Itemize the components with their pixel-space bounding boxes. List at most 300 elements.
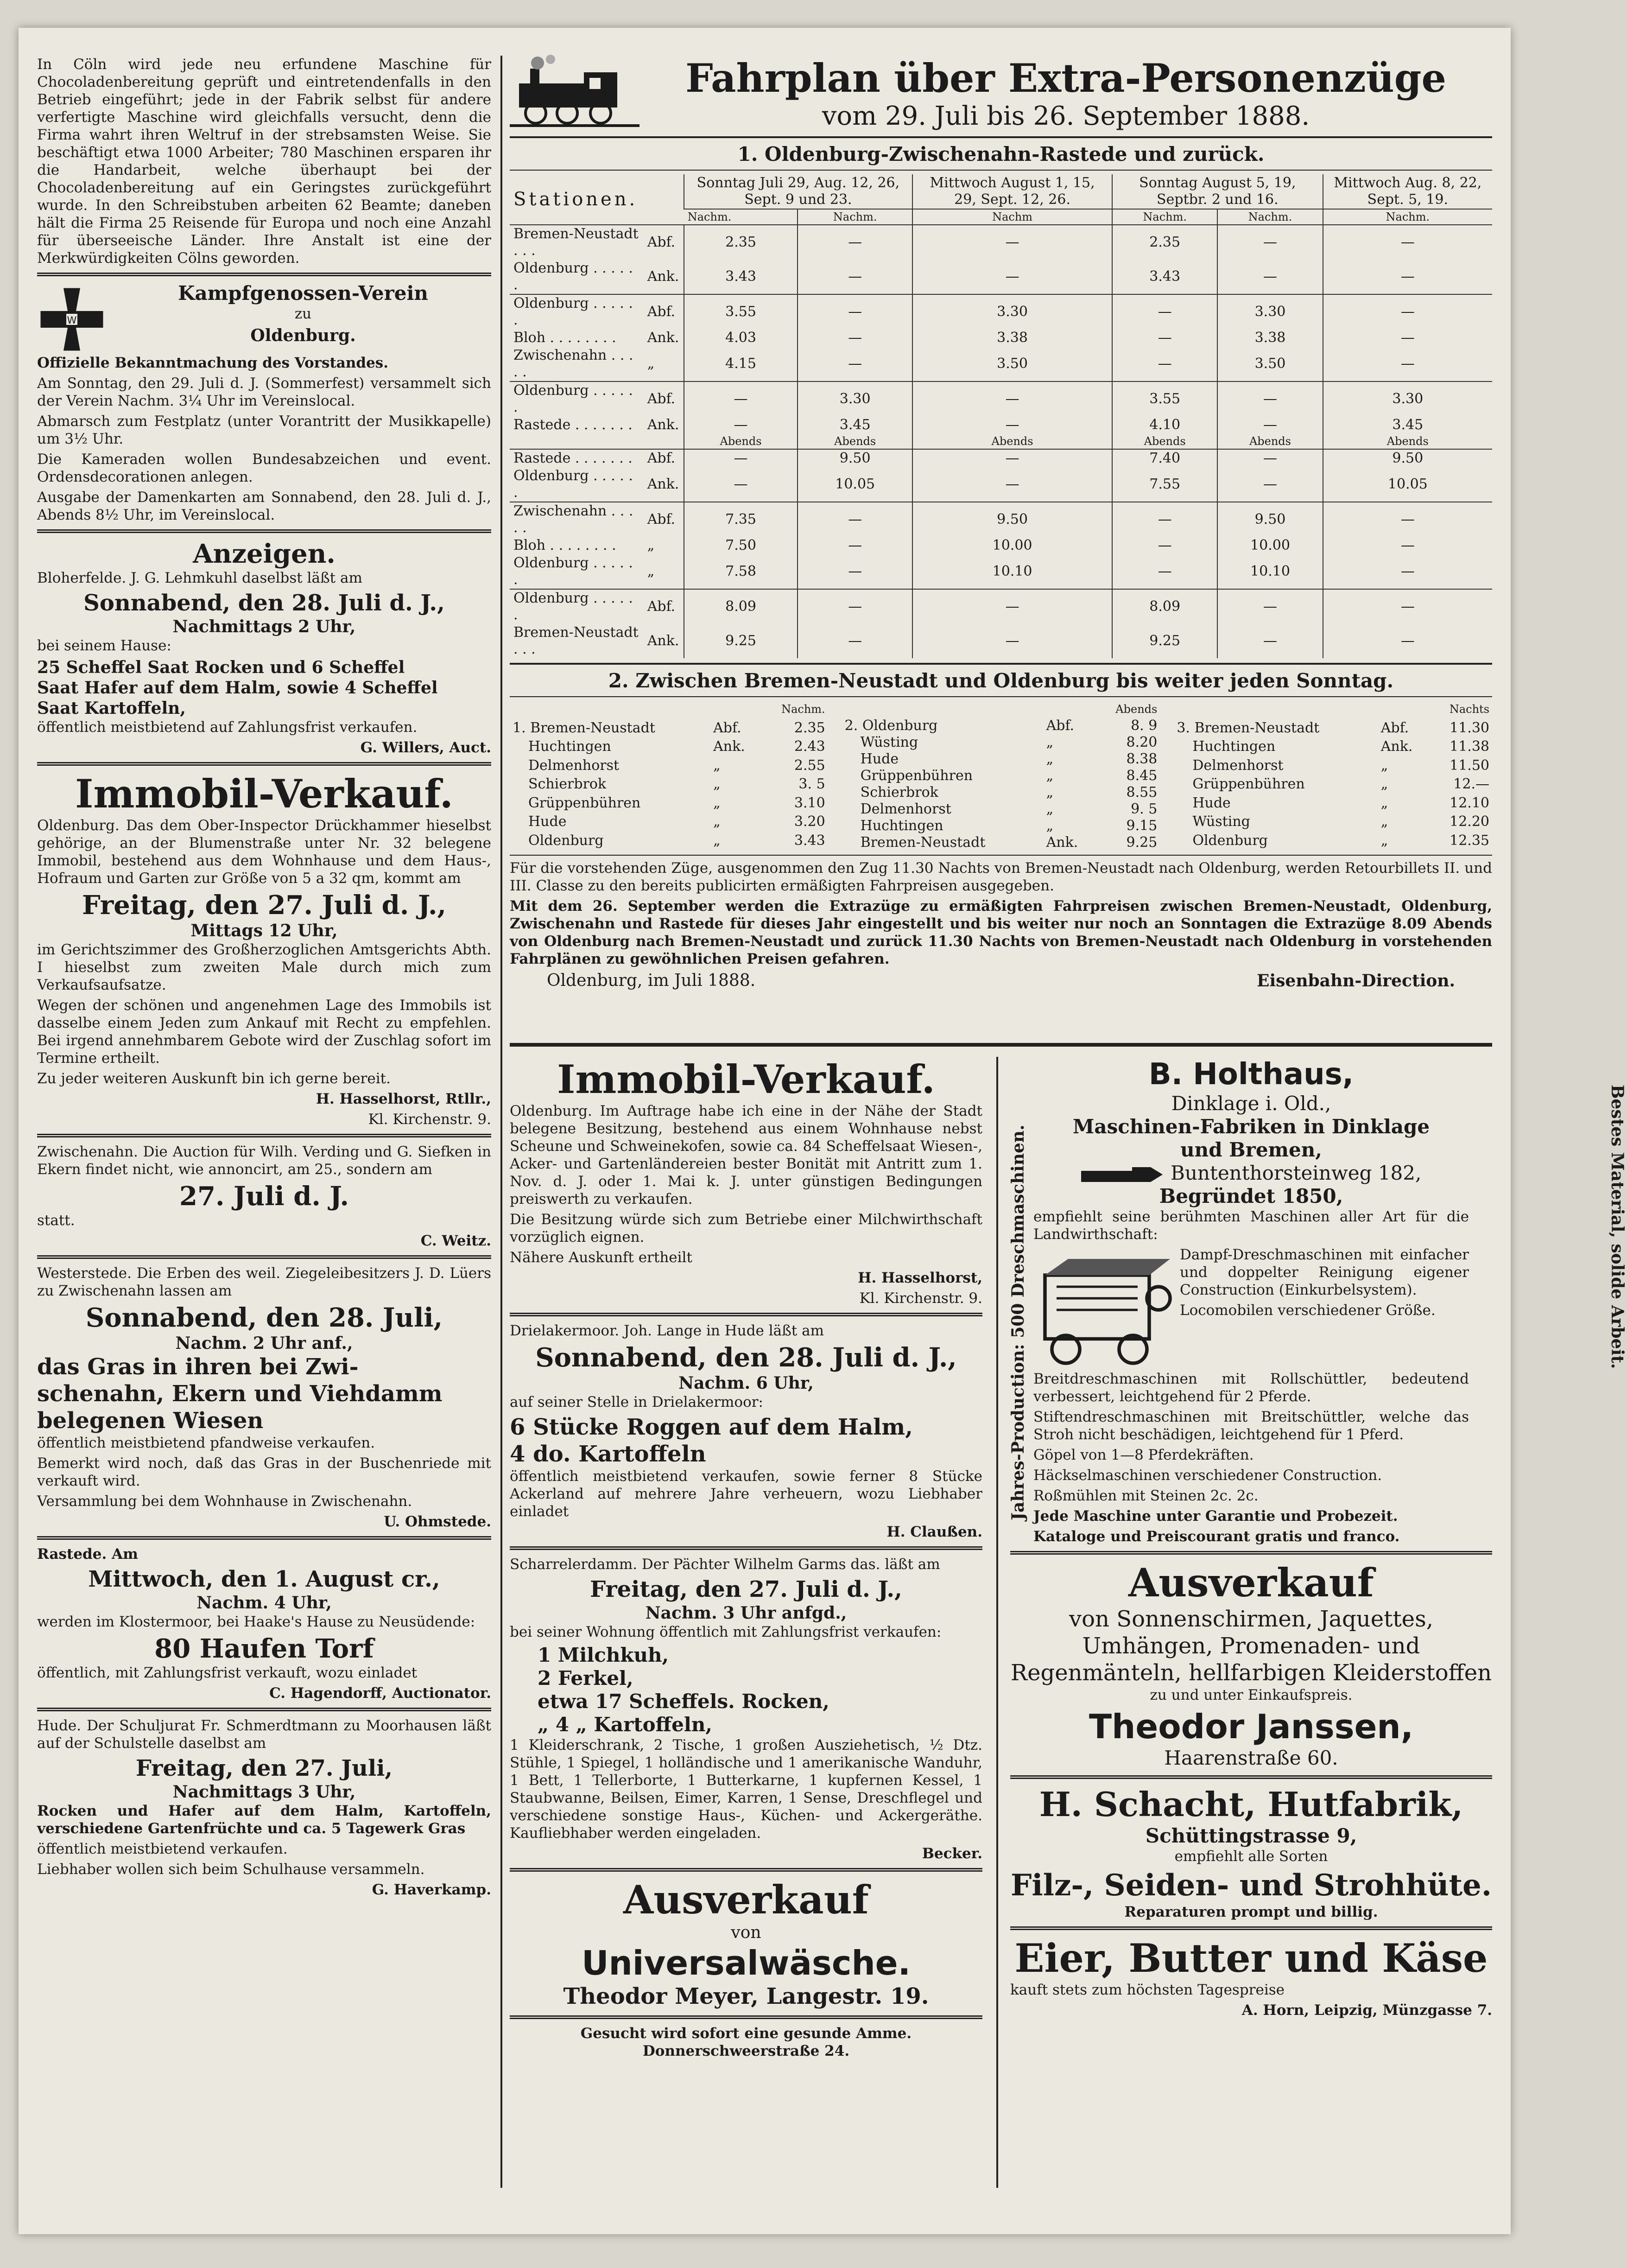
arrival-departure-cell: „: [713, 794, 721, 811]
station-cell: Rastede . . . . . . .: [513, 450, 633, 466]
arrival-departure-cell: Abf.: [644, 381, 684, 416]
station-cell: Bremen-Neustadt . . .: [513, 624, 639, 657]
time-cell: 7.58: [684, 554, 798, 589]
schacht-addr: Schüttingstrasse 9,: [1145, 1824, 1357, 1847]
section-rule: [510, 1043, 1492, 1047]
station-cell: Wüsting: [1192, 813, 1250, 830]
timetable-row: [510, 554, 1492, 589]
divider: [510, 136, 1492, 138]
time-cell: 2.55: [794, 757, 825, 774]
drielake-ad: [510, 1322, 982, 1541]
immobil1-sig2: Kl. Kirchenstr. 9.: [368, 1111, 491, 1128]
time-cell: 11.50: [1450, 757, 1490, 774]
timetable-row: [510, 537, 1492, 554]
blank: [510, 701, 710, 720]
station-cell: Zwischenahn . . . . .: [513, 347, 633, 380]
timetable-row: [510, 795, 828, 814]
time-head: Nachts: [1449, 703, 1490, 716]
station-cell: Schierbrok: [860, 784, 938, 800]
time-cell: —: [1217, 416, 1323, 434]
arrival-departure-cell: Abf.: [644, 294, 684, 329]
timetable-row: [510, 624, 1492, 658]
col-head-2: Mittwoch August 1, 15, 29, Sept. 12, 26.: [912, 174, 1112, 209]
blank: [1378, 701, 1430, 720]
arrival-departure-cell: „: [1046, 751, 1054, 767]
immobil2-p2: Die Besitzung würde sich zum Betriebe einer Milchwirthschaft vorzüglich eignen.: [510, 1211, 982, 1245]
time-cell: 7.55: [1112, 467, 1217, 502]
time-cell: —: [1217, 589, 1323, 624]
station-cell: Huchtingen: [528, 738, 611, 755]
divider: [510, 663, 1492, 665]
janssen-t3: zu und unter Einkaufspreis.: [1150, 1687, 1353, 1703]
station-cell: Grüppenbühren: [1192, 776, 1305, 792]
time-cell: 9.25: [1112, 624, 1217, 658]
timetable-rows-morning: [510, 225, 1492, 434]
middle-column: [510, 1057, 982, 2188]
westerstede-sig: U. Ohmstede.: [384, 1513, 491, 1530]
immobil1-p1: Oldenburg. Das dem Ober-Inspector Drückhammer hieselbst gehörige, an der Blumenstraße unter Nr. 32 belegene Immobil, bestehend aus dem Wohnhause und dem Haus-, Hofraum und Garten zur Größe von 5 a 32 qm, kommt am: [37, 817, 491, 887]
timetable-row: [510, 260, 1492, 294]
janssen-name: Theodor Janssen,: [1089, 1707, 1414, 1746]
arrival-departure-cell: Ank.: [647, 417, 679, 433]
timetable-row: [510, 832, 828, 851]
janssen-ad: [1010, 1560, 1492, 1770]
sub-head: Nachm.: [798, 209, 912, 225]
holthaus-ad: [1008, 1057, 1627, 1545]
time-cell: 8. 9: [1131, 718, 1158, 734]
verein-p1: Am Sonntag, den 29. Juli d. J. (Sommerfest) versammelt sich der Verein Nachm. 3¼ Uhr im Vereinslocal.: [37, 375, 491, 409]
time-cell: 3.10: [794, 794, 825, 811]
blank: [644, 434, 684, 449]
left-column: [37, 56, 491, 2188]
arrival-departure-cell: Ank.: [647, 330, 679, 346]
time-cell: 9.50: [1323, 449, 1492, 467]
verein-title: Kampfgenossen-Verein: [178, 282, 428, 305]
fahrplan-note2: Mit dem 26. September werden die Extrazüge zu ermäßigten Fahrpreisen zwischen Bremen-Neustadt, Oldenburg, Zwischenahn und Rastede für dieses Jahr eingestellt und bis weiter nur noch an Sonntagen die Extrazüge 8.09 Abends von Oldenburg nach Bremen-Neustadt und zurück 11.30 Nachts von Bremen-Neustadt nach Oldenburg in vorstehenden Fahrplänen zu gewöhnlichen Preisen gefahren.: [510, 898, 1492, 967]
divider: [1010, 1775, 1492, 1779]
time-cell: 8.09: [1112, 589, 1217, 624]
eier-title: Eier, Butter und Käse: [1014, 1935, 1488, 1981]
time-cell: —: [684, 416, 798, 434]
col-head-4: Mittwoch Aug. 8, 22, Sept. 5, 19.: [1323, 174, 1492, 209]
immobil-ad-1: [37, 771, 491, 1128]
time-cell: —: [1217, 449, 1323, 467]
time-cell: —: [1112, 554, 1217, 589]
arrival-departure-cell: „: [1380, 757, 1388, 774]
time-cell: —: [1323, 554, 1492, 589]
westerstede-p3: Bemerkt wird noch, daß das Gras in der Buschenriede mit verkauft wird.: [37, 1455, 491, 1489]
timetable-row: [842, 734, 1160, 751]
time-cell: 9.50: [912, 502, 1112, 537]
timetable-row: [510, 225, 1492, 260]
timetable-row: [842, 801, 1160, 818]
time-cell: 3.20: [794, 813, 825, 830]
bloherfelde-time: Nachmittags 2 Uhr,: [172, 617, 356, 636]
verein-p2: Abmarsch zum Festplatz (unter Vorantritt der Musikkapelle) um 3½ Uhr.: [37, 413, 491, 447]
bloherfelde-l3: Saat Hafer auf dem Halm, sowie 4 Scheffel: [37, 678, 438, 698]
time-cell: —: [1112, 537, 1217, 554]
time-cell: —: [912, 416, 1112, 434]
rastede-big: 80 Haufen Torf: [154, 1633, 374, 1664]
station-cell: Oldenburg . . . . . .: [513, 468, 633, 501]
immobil1-p3: Wegen der schönen und angenehmen Lage des Immobils ist dasselbe einem Jeden zum Ankauf mit Recht zu empfehlen. Bei irgend annehmbarem Gebote wird der Zuschlag sofort im Termine ertheilt.: [37, 997, 491, 1067]
timetable-2-col1: [510, 701, 828, 851]
holthaus-founded: Begründet 1850,: [1159, 1185, 1343, 1207]
timetable-row: [510, 467, 1492, 502]
time-cell: —: [1323, 537, 1492, 554]
time-cell: 3.45: [1323, 416, 1492, 434]
holthaus-name: B. Holthaus,: [1148, 1057, 1354, 1092]
station-cell: Rastede . . . . . . .: [513, 417, 633, 433]
rastede-head: Rastede. Am: [37, 1546, 138, 1563]
arrival-departure-cell: „: [647, 356, 655, 372]
immobil1-title: Immobil-Verkauf.: [75, 771, 453, 817]
timetable-head-row: [510, 701, 828, 720]
scharrel-i3: etwa 17 Scheffels. Rocken,: [538, 1690, 829, 1713]
time-cell: —: [912, 449, 1112, 467]
station-cell: Bremen-Neustadt . . .: [513, 226, 639, 259]
holthaus-addr-line: [1033, 1162, 1469, 1185]
rastede-ad: [37, 1545, 491, 1702]
time-cell: —: [912, 260, 1112, 294]
station-cell: Grüppenbühren: [860, 768, 973, 784]
station-cell: Oldenburg: [1192, 832, 1268, 849]
time-cell: 12.10: [1450, 794, 1490, 811]
timetable-row: [510, 416, 1492, 434]
station-cell: Wüsting: [860, 734, 918, 750]
divider: [37, 273, 491, 276]
station-cell: Oldenburg . . . . . .: [510, 589, 644, 624]
time-cell: 8.20: [1126, 734, 1158, 750]
timetable-row: [1174, 738, 1492, 757]
holthaus-l2: und Bremen,: [1180, 1138, 1322, 1161]
holthaus-side-left: Jahres-Production: 500 Dreschmaschinen.: [1008, 1124, 1028, 1520]
time-cell: —: [798, 537, 912, 554]
timetable-row: [1174, 720, 1492, 739]
arrival-departure-cell: „: [713, 832, 721, 849]
drielake-p2: auf seiner Stelle in Drielakermoor:: [510, 1394, 763, 1410]
time-cell: 4.03: [684, 329, 798, 347]
arrival-departure-cell: Ank.: [1380, 738, 1413, 755]
verein-zu: zu: [294, 305, 312, 322]
verein-p4: Ausgabe der Damenkarten am Sonnabend, den 28. Juli d. J., Abends 8½ Uhr, im Vereinslocal.: [37, 489, 491, 523]
station-cell: 2. Oldenburg: [844, 718, 938, 734]
universal-t2: von: [731, 1923, 761, 1942]
time-cell: 3.38: [1217, 329, 1323, 347]
timetable-row: [510, 757, 828, 776]
divider: [37, 1708, 491, 1711]
divider: [510, 1868, 982, 1872]
verein-ort: Oldenburg.: [250, 326, 356, 345]
timetable-row: [510, 347, 1492, 381]
holthaus-m2: Locomobilen verschiedener Größe.: [1180, 1302, 1436, 1319]
scharrel-date: Freitag, den 27. Juli d. J.,: [590, 1576, 902, 1602]
time-cell: —: [1323, 225, 1492, 260]
time-cell: 10.05: [798, 467, 912, 502]
eier-ad: [1010, 1936, 1492, 2019]
time-cell: —: [912, 225, 1112, 260]
bloherfelde-l4: Saat Kartoffeln,: [37, 699, 186, 718]
arrival-departure-cell: Abf.: [647, 450, 676, 466]
time-cell: —: [1112, 329, 1217, 347]
scharrel-sig: Becker.: [922, 1845, 982, 1862]
column-rule: [500, 56, 502, 2188]
bloherfelde-head: Bloherfelde. J. G. Lehmkuhl daselbst läßt am: [37, 570, 362, 586]
arrival-departure-cell: Ank.: [647, 476, 679, 492]
timetable-2-col3: [1174, 701, 1492, 851]
drielake-date: Sonnabend, den 28. Juli d. J.,: [535, 1342, 957, 1373]
arrival-departure-cell: „: [713, 813, 721, 830]
janssen-t1: Ausverkauf: [1128, 1560, 1374, 1606]
right-block: [510, 55, 1627, 2188]
station-cell: Delmenhorst: [1192, 757, 1284, 774]
timetable-2-col2: [842, 701, 1160, 851]
arrival-departure-cell: Ank.: [713, 738, 745, 755]
scharrel-i4: „ 4 „ Kartoffeln,: [538, 1713, 712, 1736]
timetable-row: [842, 751, 1160, 768]
bloherfelde-l1: bei seinem Hause:: [37, 637, 171, 654]
scharrel-p2: bei seiner Wohnung öffentlich mit Zahlungsfrist verkaufen:: [510, 1624, 942, 1640]
divider: [510, 1313, 982, 1316]
time-cell: 8.45: [1126, 768, 1158, 784]
holthaus-ort: Dinklage i. Old.,: [1171, 1092, 1331, 1115]
westerstede-big2: schenahn, Ekern und Viehdamm belegenen Wiesen: [37, 1381, 443, 1434]
anzeigen-heading: Anzeigen.: [193, 539, 336, 569]
immobil1-p2: im Gerichtszimmer des Großherzoglichen Amtsgerichts Abth. I hieselbst zum zweiten Male durch mich zum Verkaufsaufsatze.: [37, 941, 491, 993]
station-cell: Delmenhorst: [860, 801, 951, 817]
timetable-row: [1174, 795, 1492, 814]
time-cell: 10.10: [912, 554, 1112, 589]
fahrplan: [510, 56, 1492, 991]
time-cell: 3.45: [798, 416, 912, 434]
fahrplan-sec2: 2. Zwischen Bremen-Neustadt und Oldenburg bis weiter jeden Sonntag.: [608, 669, 1394, 692]
universal-t3: Universalwäsche.: [582, 1944, 911, 1982]
janssen-addr: Haarenstraße 60.: [1164, 1747, 1338, 1769]
westerstede-p2: öffentlich meistbietend pfandweise verkaufen.: [37, 1435, 375, 1451]
timetable-row: [510, 329, 1492, 347]
holthaus-m7: Roßmühlen mit Steinen 2c. 2c.: [1033, 1487, 1259, 1504]
time-cell: 3. 5: [798, 776, 825, 792]
station-cell: Oldenburg . . . . . .: [510, 294, 644, 329]
time-cell: 3.43: [794, 832, 825, 849]
timetable-row: [510, 738, 828, 757]
time-cell: 3.30: [1323, 381, 1492, 416]
bloherfelde-ad: [37, 569, 491, 756]
immobil2-p3: Nähere Auskunft ertheilt: [510, 1249, 692, 1266]
time-cell: 3.55: [684, 294, 798, 329]
station-cell: Bloh . . . . . . . .: [513, 330, 616, 346]
sub-head: Abends: [912, 434, 1112, 449]
scharrel-p1: Scharrelerdamm. Der Pächter Wilhelm Garms das. läßt am: [510, 1556, 940, 1573]
time-cell: 10.00: [1217, 537, 1323, 554]
stations-head: Stationen.: [510, 174, 684, 225]
divider: [510, 170, 1492, 171]
verein-p3: Die Kameraden wollen Bundesabzeichen und event. Ordensdecorationen anlegen.: [37, 451, 491, 485]
time-cell: 3.43: [1112, 260, 1217, 294]
timetable-row: [510, 589, 1492, 624]
cross-letter: W: [67, 315, 77, 326]
timetable-row: [510, 294, 1492, 329]
fahrplan-subtitle: vom 29. Juli bis 26. September 1888.: [822, 101, 1310, 131]
station-cell: Grüppenbühren: [528, 794, 641, 811]
westerstede-ad: [37, 1264, 491, 1531]
drielake-big1: 6 Stücke Roggen auf dem Halm,: [510, 1414, 913, 1440]
time-cell: —: [798, 502, 912, 537]
divider: [37, 1536, 491, 1540]
zwischenahn-sig: C. Weitz.: [420, 1232, 491, 1249]
time-cell: —: [1323, 347, 1492, 381]
holthaus-l1: Maschinen-Fabriken in Dinklage: [1072, 1115, 1430, 1138]
time-cell: 2.35: [794, 719, 825, 736]
station-cell: Oldenburg . . . . . .: [513, 555, 633, 588]
holthaus-m3: Breitdreschmaschinen mit Rollschüttler, bedeutend verbessert, leichtgehend für 2 Pferde.: [1033, 1371, 1469, 1405]
time-cell: —: [798, 294, 912, 329]
arrival-departure-cell: Ank.: [647, 633, 679, 649]
rastede-date: Mittwoch, den 1. August cr.,: [88, 1566, 440, 1592]
column-rule: [996, 1057, 998, 2188]
timetable-row: [842, 834, 1160, 851]
bloherfelde-l5: öffentlich meistbietend auf Zahlungsfrist verkaufen.: [37, 719, 418, 736]
arrival-departure-cell: „: [1380, 776, 1388, 792]
blank: [710, 701, 761, 720]
holthaus-m6: Häckselmaschinen verschiedener Construction.: [1033, 1467, 1382, 1484]
sub-head: Nachm.: [684, 209, 798, 225]
time-cell: 10.05: [1323, 467, 1492, 502]
divider: [37, 529, 491, 533]
arrival-departure-cell: Abf.: [1046, 718, 1075, 734]
arrival-departure-cell: „: [647, 563, 655, 579]
holthaus-m8: Jede Maschine unter Garantie und Probezeit.: [1033, 1508, 1398, 1525]
iron-cross-icon: [37, 285, 107, 354]
time-cell: 9.15: [1126, 818, 1158, 834]
sub-head: Abends: [1112, 434, 1217, 449]
scharrel-ad: [510, 1556, 982, 1862]
universal-ad: [510, 1877, 982, 2010]
timetable-1: [510, 174, 1492, 658]
time-cell: 8.55: [1126, 784, 1158, 800]
rastede-sig: C. Hagendorff, Auctionator.: [269, 1685, 491, 1702]
time-cell: —: [1112, 347, 1217, 381]
sub-head: Nachm: [912, 209, 1112, 225]
timetable-head-row: [1174, 701, 1492, 720]
time-cell: —: [1323, 502, 1492, 537]
station-cell: Oldenburg . . . . . .: [513, 260, 633, 293]
divider: [510, 855, 1492, 856]
timetable-row: [510, 502, 1492, 537]
time-cell: 4.15: [684, 347, 798, 381]
time-cell: 10.00: [912, 537, 1112, 554]
time-cell: —: [798, 347, 912, 381]
time-cell: —: [1323, 589, 1492, 624]
time-cell: 3.30: [798, 381, 912, 416]
holthaus-m5: Göpel von 1—8 Pferdekräften.: [1033, 1447, 1254, 1463]
time-cell: —: [1112, 294, 1217, 329]
westerstede-big1: das Gras in ihren bei Zwi-: [37, 1354, 359, 1380]
time-cell: 11.30: [1450, 719, 1490, 736]
col-head-3: Sonntag August 5, 19, Septbr. 2 und 16.: [1112, 174, 1323, 209]
hude-sig: G. Haverkamp.: [372, 1881, 491, 1898]
koeln-article: In Cöln wird jede neu erfundene Maschine für Chocoladenbereitung geprüft und eintretendenfalls in den Betrieb eingeführt; jede in der Fabrik selbst für andere verfertigte Maschine wird gleichfalls versucht, denn die Firma wahrt ihren Weltruf in der strebsamsten Weise. Sie beschäftigt etwa 1000 Arbeiter; 780 Maschinen ersparen ihr die Handarbeit, welche überhaupt bei der Chocoladenbereitung auf ein Geringstes zurückgeführt wurde. In den Schreibstuben arbeiten 62 Beamte; daneben hält die Firma 25 Reisende für Europa und noch eine Anzahl für überseeische Länder. Ihre Anstalt ist eine der Merkwürdigkeiten Cölns geworden.: [37, 56, 491, 267]
time-head: Nachm.: [781, 703, 825, 716]
arrival-departure-cell: Ank.: [647, 268, 679, 285]
timetable-2: [510, 701, 1492, 851]
time-cell: 9.25: [684, 624, 798, 658]
rastede-p2: öffentlich, mit Zahlungsfrist verkauft, wozu einladet: [37, 1664, 418, 1681]
divider: [37, 762, 491, 766]
time-cell: 10.10: [1217, 554, 1323, 589]
timetable-head-row: [842, 701, 1160, 718]
time-cell: 12.35: [1450, 832, 1490, 849]
timetable-row: [842, 784, 1160, 801]
station-cell: Hude: [528, 813, 567, 830]
timetable-row: [510, 813, 828, 832]
drielake-p3: öffentlich meistbietend verkaufen, sowie ferner 8 Stücke Ackerland auf mehrere Jahre verheuern, wozu Liebhaber einladet: [510, 1468, 982, 1520]
timetable-row: [510, 449, 1492, 467]
time-cell: —: [798, 225, 912, 260]
blank: [1044, 701, 1095, 718]
arrival-departure-cell: „: [1046, 818, 1054, 834]
zwischenahn-statt: statt.: [37, 1212, 75, 1229]
immobil1-date: Freitag, den 27. Juli d. J.,: [82, 890, 446, 921]
scharrel-i2: 2 Ferkel,: [538, 1667, 633, 1690]
schacht-rep: Reparaturen prompt und billig.: [1124, 1904, 1378, 1920]
fahrplan-sig: Eisenbahn-Direction.: [1257, 971, 1455, 991]
arrival-departure-cell: „: [647, 537, 655, 553]
time-cell: 12.20: [1450, 813, 1490, 830]
blank: [1174, 701, 1378, 720]
immobil-ad-2: [510, 1057, 982, 1307]
hude-p1: Hude. Der Schuljurat Fr. Schmerdtmann zu Moorhausen läßt auf der Schulstelle daselbst am: [37, 1717, 491, 1752]
immobil2-title: Immobil-Verkauf.: [557, 1056, 935, 1102]
timetable-row: [842, 818, 1160, 834]
schacht-l1: empfiehlt alle Sorten: [1174, 1848, 1328, 1865]
westerstede-p1: Westerstede. Die Erben des weil. Ziegeleibesitzers J. D. Lüers zu Zwischenahn lassen am: [37, 1265, 491, 1299]
verein-ad: [37, 282, 491, 524]
pointing-hand-icon: [1081, 1165, 1165, 1184]
holthaus-m4: Stiftendreschmaschinen mit Breitschüttler, welche das Stroh nicht beschädigen, leichtgehend für 1 Pferd.: [1033, 1409, 1469, 1443]
schacht-name: H. Schacht, Hutfabrik,: [1039, 1785, 1463, 1824]
immobil1-sig1: H. Hasselhorst, Rtllr.,: [316, 1091, 491, 1107]
sub-head: Abends: [1323, 434, 1492, 449]
arrival-departure-cell: „: [1380, 832, 1388, 849]
time-cell: —: [684, 449, 798, 467]
holthaus-side-right: Bestes Material, solide Arbeit.: [1607, 1085, 1627, 1369]
zwischenahn-date: 27. Juli d. J.: [179, 1181, 349, 1212]
fahrplan-sec1: 1. Oldenburg-Zwischenahn-Rastede und zurück.: [737, 143, 1265, 165]
fahrplan-sig-place: Oldenburg, im Juli 1888.: [547, 971, 756, 990]
fahrplan-signature: [510, 971, 1492, 991]
sub-head: Abends: [1217, 434, 1323, 449]
holthaus-addr: Buntenthorsteinweg 182,: [1170, 1162, 1422, 1184]
station-cell: Oldenburg: [528, 832, 604, 849]
time-cell: —: [1217, 624, 1323, 658]
time-cell: —: [798, 554, 912, 589]
time-cell: —: [798, 624, 912, 658]
sub-head: Abends: [684, 434, 798, 449]
time-cell: —: [684, 467, 798, 502]
station-cell: 1. Bremen-Neustadt: [513, 719, 655, 736]
sub-head: Abends: [798, 434, 912, 449]
arrival-departure-cell: Abf.: [713, 719, 741, 736]
timetable-row: [1174, 776, 1492, 795]
time-cell: 3.50: [1217, 347, 1323, 381]
time-cell: 8.38: [1126, 751, 1158, 767]
arrival-departure-cell: Abf.: [644, 589, 684, 624]
time-cell: 9.50: [798, 449, 912, 467]
station-cell: Zwischenahn . . . . .: [510, 502, 644, 537]
time-cell: 7.40: [1112, 449, 1217, 467]
bloherfelde-l2: 25 Scheffel Saat Rocken und 6 Scheffel: [37, 658, 405, 677]
